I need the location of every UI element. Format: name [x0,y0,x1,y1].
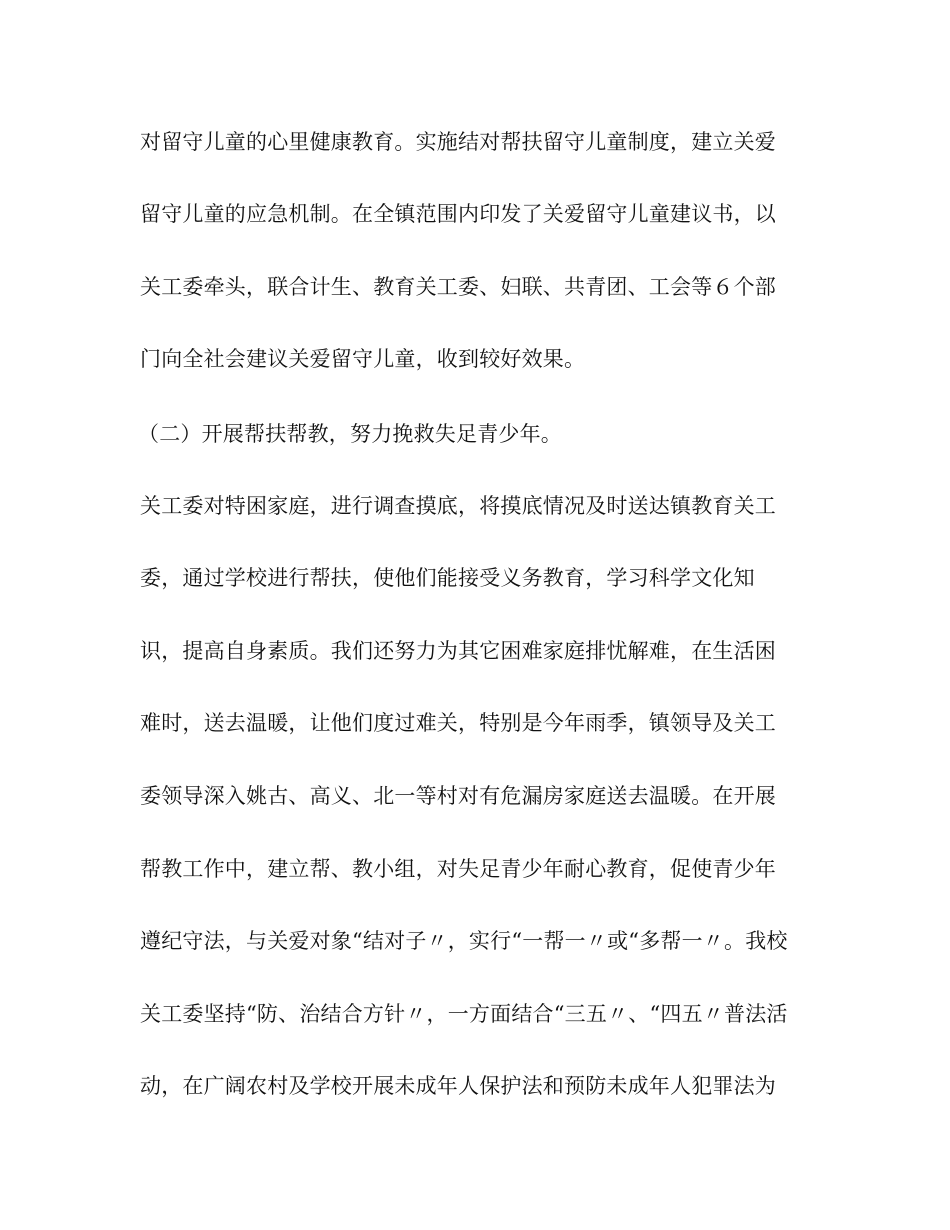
paragraph-line: 难时，送去温暖，让他们度过难关，特别是今年雨季，镇领导及关工 [140,711,776,735]
paragraph-line: 关工委对特困家庭，进行调查摸底，将摸底情况及时送达镇教育关工 [140,494,776,518]
section-heading: （二）开展帮扶帮教，努力挽救失足青少年。 [138,422,562,446]
paragraph-line: 动，在广阔农村及学校开展未成年人保护法和预防未成年人犯罪法为 [140,1074,776,1098]
paragraph-line: 识，提高自身素质。我们还努力为其它困难家庭排忧解难，在生活困 [140,639,776,663]
paragraph-line: 帮教工作中，建立帮、教小组，对失足青少年耐心教育，促使青少年 [140,857,776,881]
paragraph-line: 遵纪守法，与关爱对象“结对子〃，实行“一帮一〃或“多帮一〃。我校 [140,929,788,953]
paragraph-line: 关工委坚持“防、治结合方针〃，一方面结合“三五〃、“四五〃普法活 [140,1002,788,1026]
paragraph-line: 委，通过学校进行帮扶，使他们能接受义务教育，学习科学文化知 [140,566,755,590]
paragraph-line: 留守儿童的应急机制。在全镇范围内印发了关爱留守儿童建议书，以 [140,202,776,226]
paragraph-line: 委领导深入姚古、高义、北一等村对有危漏房家庭送去温暖。在开展 [140,784,776,808]
paragraph-line: 关工委牵头，联合计生、教育关工委、妇联、共青团、工会等６个部 [140,275,776,299]
paragraph-line: 门向全社会建议关爱留守儿童，收到较好效果。 [140,347,586,371]
paragraph-line: 对留守儿童的心里健康教育。实施结对帮扶留守儿童制度，建立关爱 [140,130,776,154]
